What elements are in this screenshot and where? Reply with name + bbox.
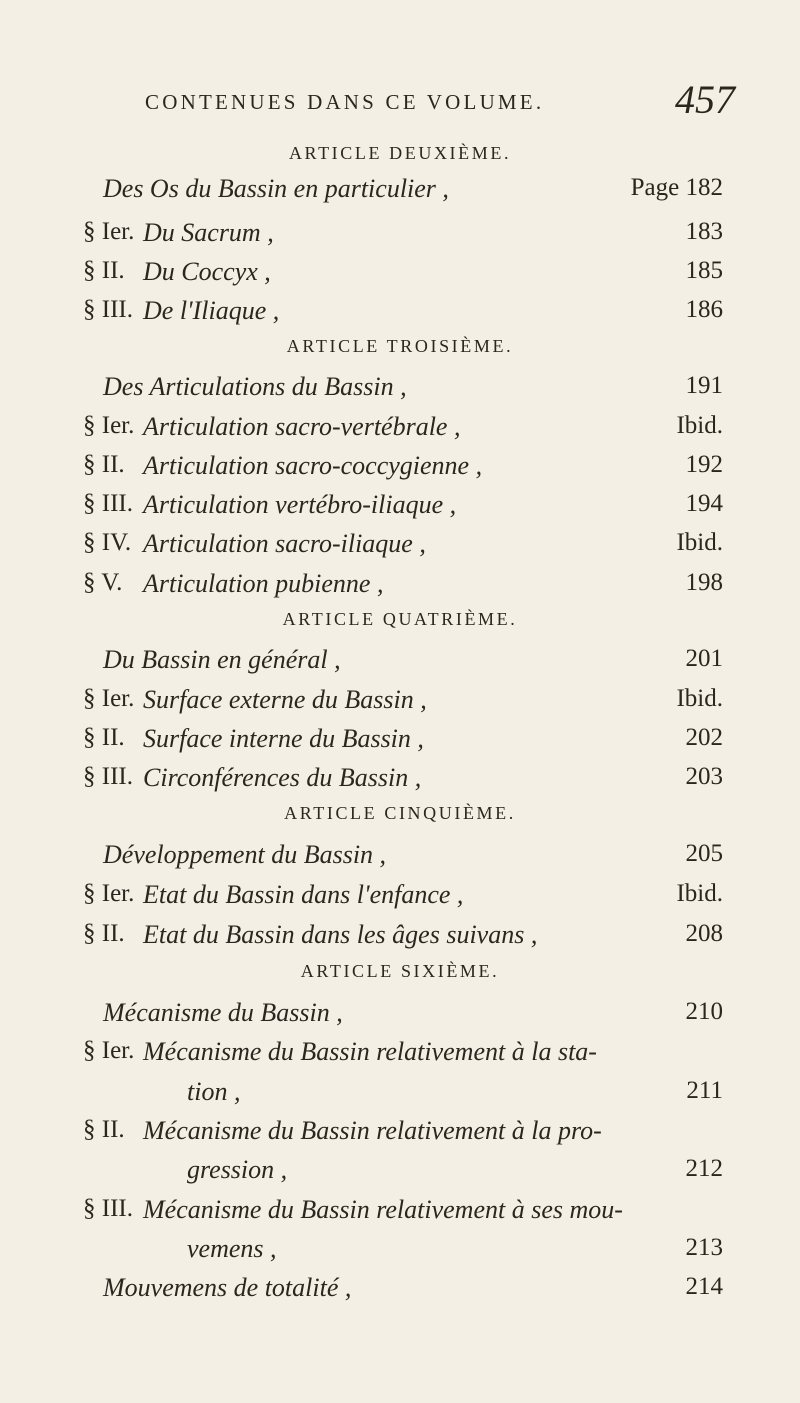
page-reference: 192 [685, 451, 723, 478]
page-reference: 201 [685, 645, 723, 672]
entry-text: De l'Iliaque , [143, 296, 280, 325]
section-number: § II. [83, 451, 125, 478]
entry-text: Etat du Bassin dans les âges suivans , [143, 920, 538, 949]
toc-entry [83, 1155, 723, 1195]
article-heading: ARTICLE QUATRIÈME. [282, 609, 518, 629]
page-reference: 202 [685, 724, 723, 751]
toc-entry [83, 920, 723, 960]
toc-entry [83, 840, 723, 880]
section-number: § Ier. [83, 685, 135, 712]
article-heading: ARTICLE DEUXIÈME. [288, 143, 512, 163]
entry-text: Du Coccyx , [143, 257, 271, 286]
toc-entry [83, 529, 723, 569]
entry-text: Mécanisme du Bassin relativement à ses mou- [143, 1195, 623, 1224]
page-reference: 203 [685, 763, 723, 790]
section-number: § IV. [83, 529, 132, 556]
section-number: § Ier. [83, 880, 135, 907]
running-head-title: CONTENUES DANS CE VOLUME. [145, 90, 545, 114]
toc-entry [83, 1077, 723, 1117]
entry-text: tion , [187, 1077, 241, 1106]
toc-entry [83, 372, 723, 412]
page-reference: 186 [685, 296, 723, 323]
section-number: § III. [83, 1195, 133, 1222]
page-reference: 185 [685, 257, 723, 284]
toc-entry [83, 880, 723, 920]
toc-entry [83, 685, 723, 725]
entry-text: Du Sacrum , [143, 218, 274, 247]
entry-text: Surface interne du Bassin , [143, 724, 424, 753]
section-number: § II. [83, 724, 125, 751]
page-reference: 191 [685, 372, 723, 399]
page-reference: 213 [685, 1234, 723, 1261]
entry-text: Des Articulations du Bassin , [103, 372, 407, 401]
section-number: § III. [83, 763, 133, 790]
toc-entry [83, 490, 723, 530]
section-number: § Ier. [83, 1037, 135, 1064]
page-number: 457 [675, 77, 735, 122]
entry-text: Circonférences du Bassin , [143, 763, 422, 792]
page-reference: 208 [685, 920, 723, 947]
page-reference: Page 182 [630, 174, 723, 201]
toc-entry [83, 218, 723, 258]
section-number: § Ier. [83, 412, 135, 439]
entry-text: vemens , [187, 1234, 277, 1263]
section-number: § V. [83, 569, 123, 596]
page-reference: 210 [685, 998, 723, 1025]
article-heading: ARTICLE SIXIÈME. [300, 961, 500, 981]
entry-text: Mécanisme du Bassin relativement à la sta- [143, 1037, 597, 1066]
entry-text: Articulation vertébro-iliaque , [143, 490, 457, 519]
page-reference: 198 [685, 569, 723, 596]
page-reference: 194 [685, 490, 723, 517]
page-reference: 211 [686, 1077, 723, 1104]
page-reference: 214 [685, 1273, 723, 1300]
section-number: § III. [83, 490, 133, 517]
entry-text: Surface externe du Bassin , [143, 685, 427, 714]
section-number: § Ier. [83, 218, 135, 245]
entry-text: Développement du Bassin , [103, 840, 387, 869]
page-reference: Ibid. [676, 412, 723, 439]
entry-text: Articulation sacro-coccygienne , [143, 451, 483, 480]
article-heading: ARTICLE TROISIÈME. [286, 336, 514, 356]
entry-text: Mécanisme du Bassin relativement à la pro- [143, 1116, 602, 1145]
toc-entry [83, 412, 723, 452]
toc-entry [83, 1037, 723, 1077]
toc-entry [83, 1234, 723, 1274]
entry-text: Etat du Bassin dans l'enfance , [143, 880, 464, 909]
entry-text: Mécanisme du Bassin , [103, 998, 343, 1027]
page-reference: Ibid. [676, 685, 723, 712]
section-number: § II. [83, 920, 125, 947]
toc-entry [83, 645, 723, 685]
toc-entry [83, 296, 723, 336]
section-number: § II. [83, 257, 125, 284]
entry-text: Articulation pubienne , [143, 569, 384, 598]
entry-text: Mouvemens de totalité , [103, 1273, 352, 1302]
toc-entry [83, 451, 723, 491]
article-heading: ARTICLE CINQUIÈME. [284, 803, 516, 823]
entry-text: Articulation sacro-vertébrale , [143, 412, 461, 441]
toc-entry [83, 1195, 723, 1235]
toc-entry [83, 1273, 723, 1313]
section-number: § III. [83, 296, 133, 323]
page-reference: Ibid. [676, 880, 723, 907]
toc-entry [83, 569, 723, 609]
toc-entry [83, 257, 723, 297]
running-head [145, 76, 735, 126]
section-number: § II. [83, 1116, 125, 1143]
toc-entry [83, 724, 723, 764]
toc-entry [83, 174, 723, 214]
toc-entry [83, 998, 723, 1038]
toc-entry [83, 1116, 723, 1156]
page-reference: Ibid. [676, 529, 723, 556]
entry-text: gression , [187, 1155, 288, 1184]
entry-text: Articulation sacro-iliaque , [143, 529, 426, 558]
entry-text: Du Bassin en général , [103, 645, 341, 674]
page-reference: 183 [685, 218, 723, 245]
toc-entry [83, 763, 723, 803]
page-reference: 212 [685, 1155, 723, 1182]
page-reference: 205 [685, 840, 723, 867]
entry-text: Des Os du Bassin en particulier , [103, 174, 449, 203]
